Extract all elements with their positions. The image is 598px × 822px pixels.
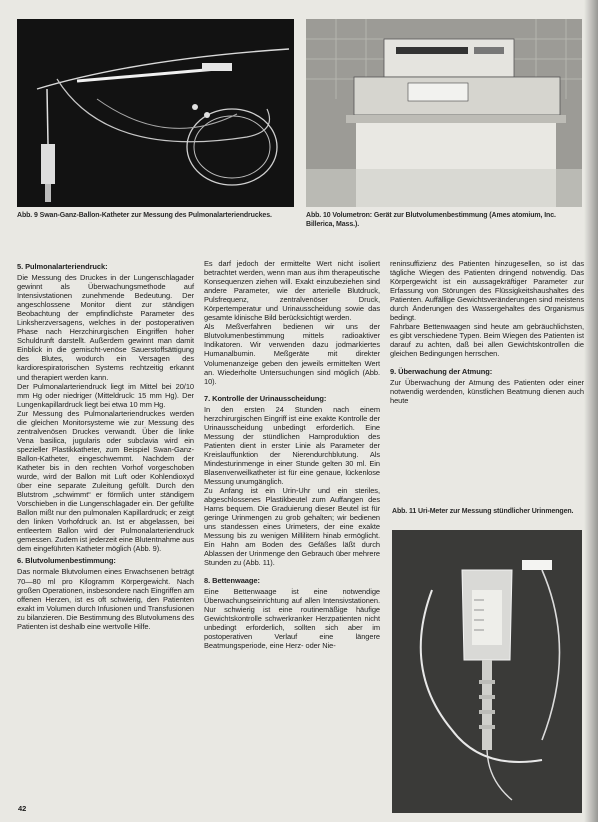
section-heading-6: 6. Blutvolumenbestimmung: xyxy=(17,556,116,566)
figure-10-caption: Abb. 10 Volumetron: Gerät zur Blutvolumenbestimmung (Ames atomium, Inc. Billerica, Mass.). xyxy=(306,212,556,228)
figure-11-photo xyxy=(392,530,582,813)
figure-9-caption: Abb. 9 Swan-Ganz-Ballon-Katheter zur Messung des Pulmonalarteriendruckes. xyxy=(17,212,272,219)
paragraph: Das normale Blutvolumen eines Erwachsenen beträgt 70—80 ml pro Kilogramm Körpergewicht. Nach großen Operationen, insbesondere nach Eingriffen am offenen Herzen, ist es oft schwierig, den Patienten exakt im Volumen durch Infusionen und Transfusionen zu bilanzieren. Die Bestimmung des Blutvolumens des Patienten ist deshalb eine wertvolle Hilfe. xyxy=(17,567,194,631)
section-heading-9: 9. Überwachung der Atmung: xyxy=(390,366,493,376)
paragraph: Es darf jedoch der ermittelte Wert nicht isoliert betrachtet werden, wenn man aus ihm therapeutische Konsequenzen ziehen will. Exakt einzubeziehen sind andere Parameter, wie der arterielle Blutdruck, Pulsfrequenz, zentralvenöser Druck, Körpertemperatur und Urinausscheidung sowie das gesamte klinische Bild berücksichtigt werden. xyxy=(204,259,380,323)
paragraph: Zu Anfang ist ein Urin-Uhr und ein steriles, abgeschlossenes Plastikbeutel zum Auffangen des Harns bequem. Die Graduierung dieser Beutel ist für geringe Urinmengen zu grob gehalten; wir bedienen uns standessen eines Urimeters, der eine exakte Messung bis zu wenigen Millilitern hinab ermöglicht. Ein Hahn am Boden des Gefäßes läßt durch Ablassen der Urinmenge den Gebrauch über mehrere Stunden zu (Abb. 11). xyxy=(204,486,380,568)
paragraph: Fahrbare Bettenwaagen sind heute am gebräuchlichsten, es gibt verschiedene Typen. Beim Wiegen des Patienten ist darauf zu achten, daß bei allen Gewichtskontrollen die gleichen Bedingungen herrschen. xyxy=(390,322,584,359)
urimeter-image xyxy=(392,530,582,813)
page-number: 42 xyxy=(18,804,27,813)
paragraph: Eine Bettenwaage ist eine notwendige Überwachungseinrichtung auf allen Intensivstationen. Nur schwierig ist eine routinemäßige häufige Gewichtskontrolle schwerkranker Herzpatienten nicht unbedingt erforderlich, sollten sich aber im postoperativen Verlauf eine längere Beatmungsperiode, eine Herz- oder Nie- xyxy=(204,586,380,650)
paragraph: reninsuffizienz des Patienten hinzugesellen, so ist das tägliche Wiegen des Patienten dringend notwendig. Das Körpergewicht ist ein aussagekräftiger Parameter zur Erfassung von Störungen des Flüssigkeitshaushaltes des Patienten. Auffällige Gewichtsveränderungen sind meistens durch Änderungen des Wassergehaltes des Organismus bedingt. xyxy=(390,259,584,323)
catheter-image xyxy=(17,19,294,207)
text-column-1 xyxy=(17,259,194,631)
figure-9-photo xyxy=(17,19,294,207)
text-column-3 xyxy=(390,259,584,405)
paragraph: In den ersten 24 Stunden nach einem herzchirurgischen Eingriff ist eine exakte Kontrolle der Urinausscheidung unbedingt erforderlich. Eine Messung der stündlichen Harnproduktion des Patienten dient in erster Linie als Parameter der Kreislauffunktion der Nierendurchblutung. Als Mindesturinmenge in einer Stunde gelten 30 ml. Ein Blasenverweilkatheter ist für eine genaue, lückenlose Messung unumgänglich. xyxy=(204,404,380,487)
volumetron-image xyxy=(306,19,582,207)
section-heading-5: 5. Pulmonalarteriendruck: xyxy=(17,262,108,271)
paragraph: Die Messung des Druckes in der Lungenschlagader gewinnt als Überwachungsmethode auf Intensivstationen zunehmende Bedeutung. Der angeschlossene Monitor dient zur ständigen Beobachtung der empfindlichste Parameter des Linksherzversagens, welches in der postoperativen Phase nach Herzchirurgischen Eingriffen hoher Schuldrunft darstellt. Außerdem gewinnt man damit Einblick in die gemischt-venöse Sauerstoffsättigung des Blutes, wodurch ein Versagen des kardiorespiratorischen Systems rechtzeitig erkannt und therapiert werden kann. xyxy=(17,273,194,382)
figure-11-caption: Abb. 11 Uri-Meter zur Messung stündlicher Urinmengen. xyxy=(392,508,574,515)
paragraph: Als Meßverfahren bedienen wir uns der Blutvolumenbestimmung mittels radioaktiver Indikatoren. Wir verwenden dazu jodmarkiertes Humanalbumin. Meßgeräte mit direkter Volumenanzeige geben den jeweils ermittelten Wert an. Wiederholte Untersuchungen sind möglich (Abb. 10). xyxy=(204,322,380,386)
figure-10-photo xyxy=(306,19,582,207)
page-edge-shadow xyxy=(584,0,598,822)
paragraph: Der Pulmonalarteriendruck liegt im Mittel bei 20/10 mm Hg oder niedriger (Mitteldruck: 15 mm Hg). Der Lungenkapillardruck liegt bei etwa 10 mm Hg. xyxy=(17,381,194,409)
section-heading-7: 7. Kontrolle der Urinausscheidung: xyxy=(204,393,327,403)
text-column-2 xyxy=(204,259,380,650)
paragraph: Zur Überwachung der Atmung des Patienten oder einer notwendig werdenden, künstlichen Beatmung dienen auch heute xyxy=(390,377,584,405)
section-heading-8: 8. Bettenwaage: xyxy=(204,575,260,585)
paragraph: Zur Messung des Pulmonalarteriendruckes werden die gleichen Monitorsysteme wie zur Messung des zentralvenösen Druckes verwandt. Über die linke Vena basilica, jugularis oder subclavia wird ein spezieller Plastikkatheter, zum Beispiel Swan-Ganz-Ballon-Katheter, eingeschwemmt. Nachdem der Katheter bis in den rechten Vorhof vorgeschoben wurde, wird der Ballon mit Luft oder Kohlendioxyd über eine separate Zuleitung gefüllt. Durch den Blutstrom „schwimmt“ er förmlich unter ständigem Vorschieben in die Lungenschlagader ein. Der gefüllte Ballon mißt nur den pulmonalen Kapillardruck; er zeigt den linken Vorhofdruck an. Ist er abgelassen, bei entleertem Ballon wird der Pulmonalarteriendruck gemessen. Zudem ist jederzeit eine Blutentnahme aus dem eingeführten Katheter möglich (Abb. 9). xyxy=(17,408,194,554)
